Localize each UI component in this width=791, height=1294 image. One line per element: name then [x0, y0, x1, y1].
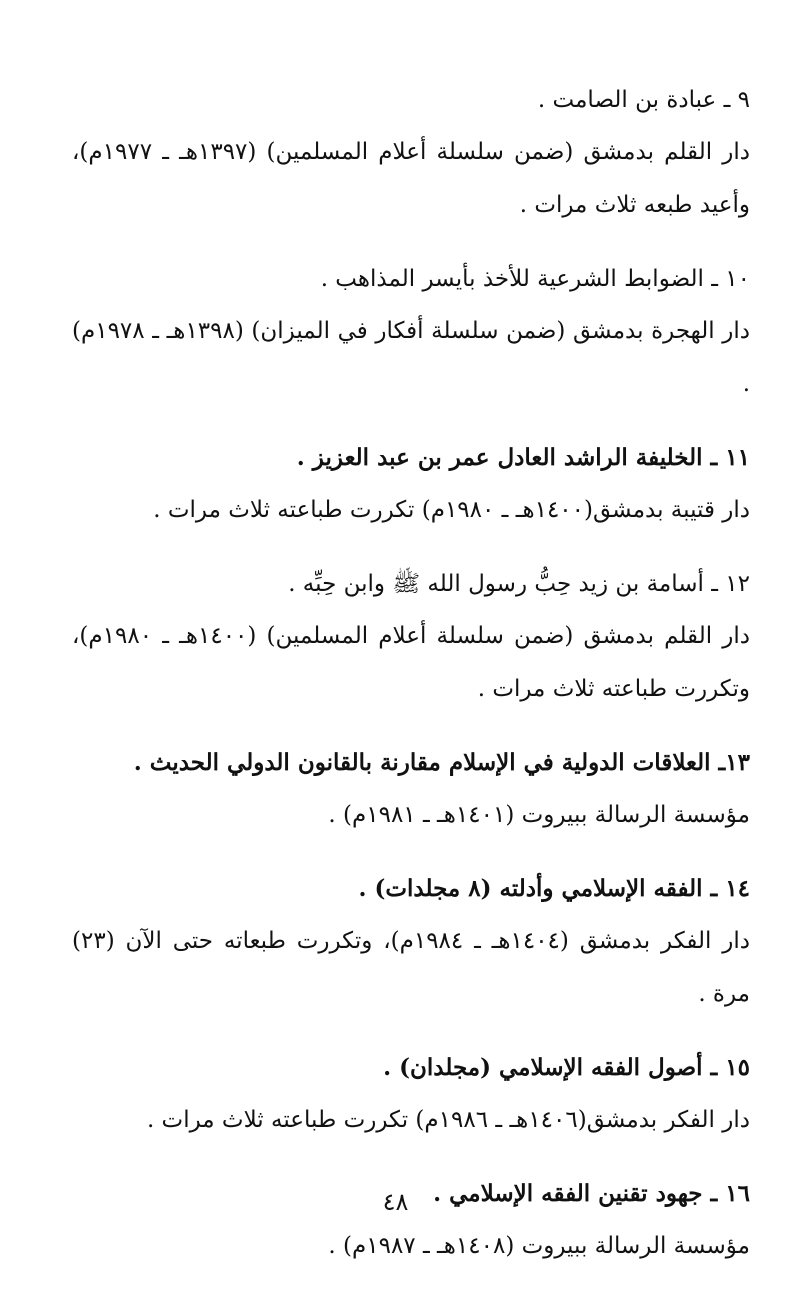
entry-title: ١١ ـ الخليفة الراشد العادل عمر بن عبد العزيز .	[296, 444, 750, 471]
entry-16	[72, 1168, 750, 1273]
entry-publication-info: دار الفكر بدمشق (١٤٠٤هـ ـ ١٩٨٤م)، وتكررت طبعاته حتى الآن (٢٣) مرة .	[72, 928, 750, 1007]
entry-publication-info: دار قتيبة بدمشق(١٤٠٠هـ ـ ١٩٨٠م) تكررت طباعته ثلاث مرات .	[153, 497, 750, 523]
entry-title: ١٣ـ العلاقات الدولية في الإسلام مقارنة بالقانون الدولي الحديث .	[133, 749, 750, 776]
entry-14	[72, 863, 750, 1021]
bibliography-list	[72, 74, 750, 1294]
entry-publication-info: دار الهجرة بدمشق (ضمن سلسلة أفكار في الميزان) (١٣٩٨هـ ـ ١٩٧٨م) .	[72, 318, 750, 397]
entry-title: ١٦ ـ جهود تقنين الفقه الإسلامي .	[433, 1180, 750, 1207]
entry-12	[72, 558, 750, 716]
page-number: ٤٨	[382, 1188, 409, 1216]
entry-10	[72, 253, 750, 411]
entry-9	[72, 74, 750, 232]
entry-publication-info: دار الفكر بدمشق(١٤٠٦هـ ـ ١٩٨٦م) تكررت طباعته ثلاث مرات .	[146, 1107, 750, 1133]
entry-publication-info: دار القلم بدمشق (ضمن سلسلة أعلام المسلمين) (١٣٩٧هـ ـ ١٩٧٧م)، وأعيد طبعه ثلاث مرات .	[72, 139, 750, 218]
entry-title: ١٤ ـ الفقه الإسلامي وأدلته (٨ مجلدات) .	[358, 875, 750, 902]
entry-publication-info: مؤسسة الرسالة ببيروت (١٤٠٨هـ ـ ١٩٨٧م) .	[328, 1233, 750, 1259]
entry-15	[72, 1042, 750, 1147]
entry-title: ٩ ـ عبادة بن الصامت .	[537, 87, 750, 113]
entry-11	[72, 432, 750, 537]
entry-publication-info: مؤسسة الرسالة ببيروت (١٤٠١هـ ـ ١٩٨١م) .	[328, 802, 750, 828]
entry-title: ١٢ ـ أسامة بن زيد حِبُّ رسول الله ﷺ وابن حِبِّه .	[288, 571, 750, 597]
entry-title: ١٠ ـ الضوابط الشرعية للأخذ بأيسر المذاهب .	[320, 266, 750, 292]
entry-title: ١٥ ـ أصول الفقه الإسلامي (مجلدان) .	[383, 1054, 750, 1081]
entry-13	[72, 737, 750, 842]
entry-publication-info: دار القلم بدمشق (ضمن سلسلة أعلام المسلمين) (١٤٠٠هـ ـ ١٩٨٠م)، وتكررت طباعته ثلاث مرات .	[72, 623, 750, 702]
